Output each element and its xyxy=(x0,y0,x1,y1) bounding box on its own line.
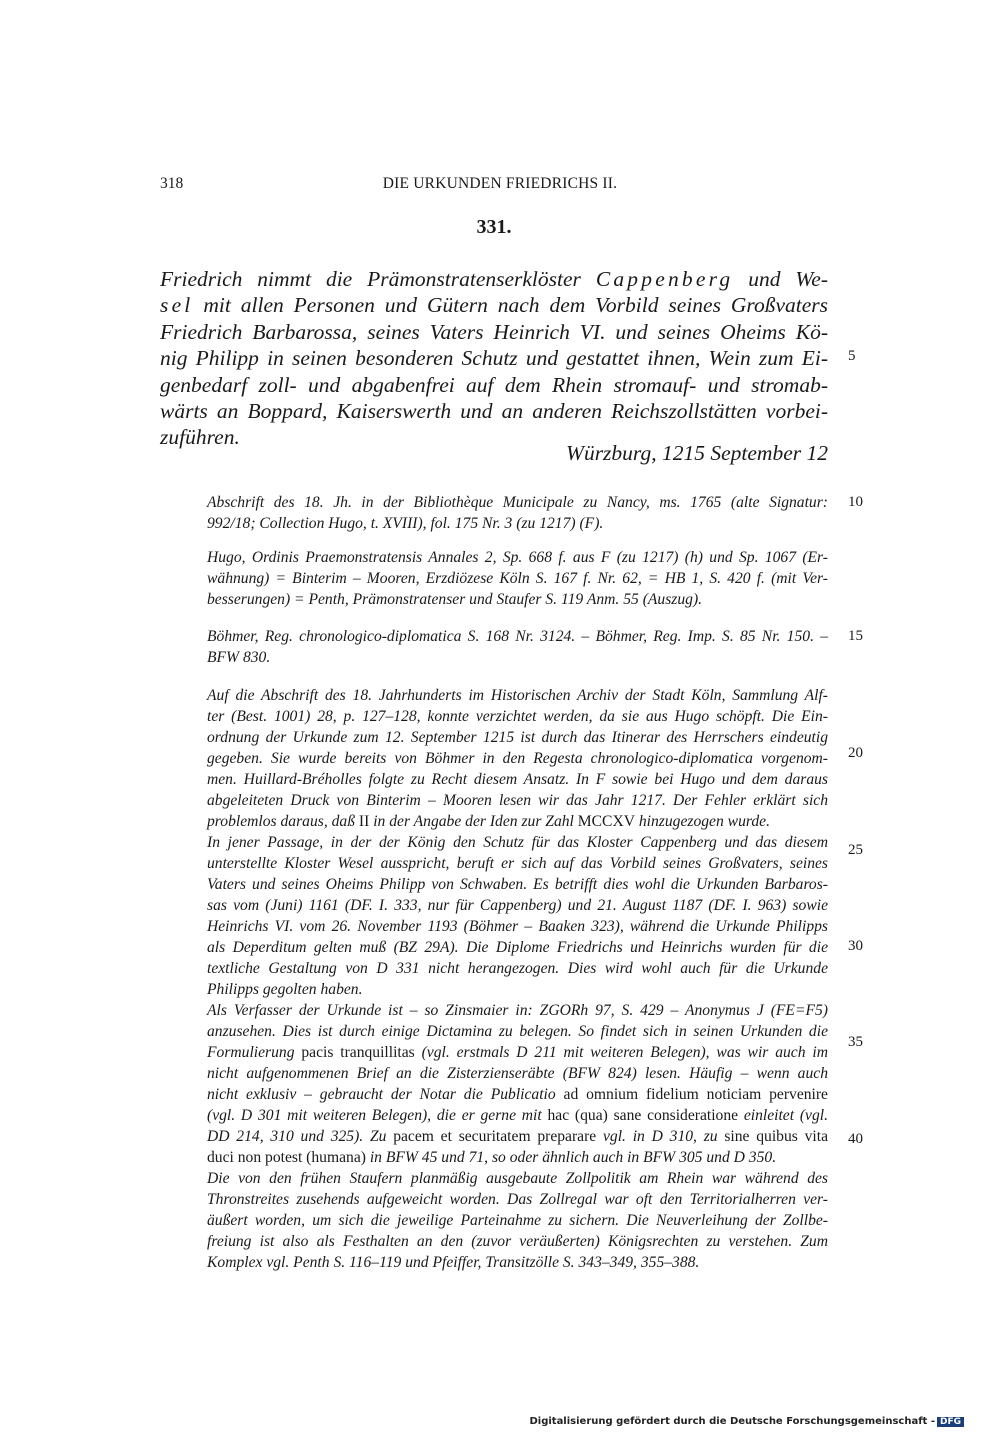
regest-line xyxy=(160,319,828,345)
note-line xyxy=(207,1042,828,1063)
note-text: einleitet (vgl. xyxy=(738,1107,828,1124)
note-line: 992/18; Collection Hugo, t. XVIII), fol. 175 Nr. 3 (zu 1217) (F). xyxy=(207,515,604,532)
regest-line xyxy=(160,292,828,318)
note-line: gegeben. Sie wurde bereits von Böhmer in den Regesta chronologico-diplomatica vorgenom- xyxy=(207,750,828,767)
regest-text: zuführen. xyxy=(160,425,240,450)
note-line: äußert worden, um sich die jeweilige Parteinahme zu sichern. Die Neuverleihung der Zollbe- xyxy=(207,1212,828,1229)
note-text: DD 214, 310 und 325). Zu xyxy=(207,1128,394,1145)
regest-text: nig Philipp in seinen besonderen Schutz und gestattet ihnen, Wein zum Ei- xyxy=(160,346,828,371)
note-text: vgl. in D 310, zu xyxy=(596,1128,725,1145)
note-line xyxy=(207,1126,828,1147)
note-line: In jener Passage, in der der König den Schutz für das Kloster Cappenberg und das diesem xyxy=(207,834,828,851)
margin-line-number: 20 xyxy=(848,745,863,761)
note-line: Auf die Abschrift des 18. Jahrhunderts im Historischen Archiv der Stadt Köln, Sammlung Alf- xyxy=(207,687,828,704)
quoted-latin: ad omnium fidelium noticiam pervenire xyxy=(563,1086,828,1103)
note-line: Böhmer, Reg. chronologico-diplomatica S. 168 Nr. 3124. – Böhmer, Reg. Imp. S. 85 Nr. 150. – xyxy=(207,628,828,645)
regest-text: genbedarf zoll- und abgabenfrei auf dem Rhein stromauf- und stromab- xyxy=(160,372,828,397)
note-line xyxy=(207,1147,828,1168)
note-text: in der Angabe der Iden zur Zahl xyxy=(369,813,578,830)
note-line xyxy=(207,811,828,832)
note-text: (vgl. D 301 mit weiteren Belegen), die er gerne mit xyxy=(207,1107,548,1124)
footer-text: Digitalisierung gefördert durch die Deutsche Forschungsgemeinschaft - xyxy=(529,1416,935,1427)
running-title: DIE URKUNDEN FRIEDRICHS II. xyxy=(382,175,618,192)
note-text: problemlos daraus, daß xyxy=(207,813,359,830)
margin-line-number: 5 xyxy=(848,348,856,364)
margin-line-number: 40 xyxy=(848,1131,863,1147)
regest-text: Friedrich nimmt die Prämonstratenserklöster xyxy=(160,267,596,291)
quoted-latin: hac (qua) sane consideratione xyxy=(547,1107,739,1124)
quoted-latin: pacis tranquillitas xyxy=(301,1044,415,1061)
note-line: Vaters und seines Oheims Philipp von Schwaben. Es betrifft dies wohl die Urkunden Barbaros- xyxy=(207,876,828,893)
dfg-logo: DFG xyxy=(937,1417,964,1427)
note-line: Als Verfasser der Urkunde ist – so Zinsmaier in: ZGORh 97, S. 429 – Anonymus J (FE=F5) xyxy=(207,1002,828,1019)
place-name: Cappenberg xyxy=(595,267,734,291)
document-number: 331. xyxy=(476,216,512,238)
note-line: wähnung) = Binterim – Mooren, Erzdiözese Köln S. 167 f. Nr. 62, = HB 1, S. 420 f. (mit Ver- xyxy=(207,570,828,587)
margin-line-number: 10 xyxy=(848,494,863,510)
note-line xyxy=(207,1105,828,1126)
quoted-latin: MCCXV xyxy=(577,813,635,830)
margin-line-number: 35 xyxy=(848,1034,863,1050)
quoted-latin: duci non potest (humana) xyxy=(207,1149,366,1166)
note-paragraph xyxy=(207,547,828,610)
regest-line xyxy=(160,266,828,292)
note-line: ordnung der Urkunde zum 12. September 1215 ist durch das Itinerar des Herrschers eindeutig xyxy=(207,729,828,746)
note-paragraph xyxy=(207,492,828,534)
note-text: hinzugezogen wurde. xyxy=(634,813,770,830)
note-line: als Deperditum gelten muß (BZ 29A). Die Diplome Friedrichs und Heinrichs wurden für die xyxy=(207,939,828,956)
note-text: in BFW 45 und 71, so oder ähnlich auch in BFW 305 und D 350. xyxy=(365,1149,777,1166)
note-line: Philipps gegolten haben. xyxy=(207,981,363,998)
note-line: sas vom (Juni) 1161 (DF. I. 333, nur für Cappenberg) und 21. August 1187 (DF. I. 963) sowie xyxy=(207,897,828,914)
note-line: freiung ist also als Festhalten an den (zuvor veräußerten) Königsrechten zu verstehen. Zum xyxy=(207,1233,828,1250)
note-line: men. Huillard-Bréholles folgte zu Recht diesem Ansatz. In F sowie bei Hugo und dem daraus xyxy=(207,771,828,788)
dateline: Würzburg, 1215 September 12 xyxy=(566,441,828,465)
note-paragraph xyxy=(207,626,828,668)
quoted-latin: sine quibus vita xyxy=(724,1128,829,1145)
note-line xyxy=(207,1084,828,1105)
note-text: nicht exklusiv – gebraucht der Notar die Publicatio xyxy=(207,1086,564,1103)
regest-text: Friedrich Barbarossa, seines Vaters Heinrich VI. und seines Oheims Kö- xyxy=(160,319,828,344)
note-text: Formulierung xyxy=(207,1044,302,1061)
note-paragraph xyxy=(207,685,828,1273)
note-line: Heinrichs VI. vom 26. November 1193 (Böhmer – Baaken 323), während die Urkunde Philipps xyxy=(207,918,828,935)
note-line: nicht aufgenommenen Brief an die Zisterzienseräbte (BFW 824) lesen. Häufig – wenn auch xyxy=(207,1065,828,1082)
regest-line xyxy=(160,345,828,371)
margin-line-number: 25 xyxy=(848,842,863,858)
note-line: ter (Best. 1001) 28, p. 127–128, konnte verzichtet werden, da sie aus Hugo schöpft. Die Ein- xyxy=(207,708,828,725)
note-line: unterstellte Kloster Wesel ausspricht, beruft er sich auf das Vorbild seines Großvaters, seines xyxy=(207,855,828,872)
regest-text: und We- xyxy=(733,267,828,291)
regest-line xyxy=(160,372,828,398)
quoted-latin: II xyxy=(358,813,370,830)
page-number: 318 xyxy=(160,175,184,192)
note-line: anzusehen. Dies ist durch einige Dictamina zu belegen. So findet sich in seinen Urkunden die xyxy=(207,1023,828,1040)
regest-summary xyxy=(160,266,828,451)
note-line: Abschrift des 18. Jh. in der Bibliothèque Municipale zu Nancy, ms. 1765 (alte Signatur: xyxy=(207,494,828,511)
note-line: abgeleiteten Druck von Binterim – Mooren lesen wir das Jahr 1217. Der Fehler erklärt sich xyxy=(207,792,828,809)
regest-line xyxy=(160,398,828,424)
note-line: Die von den frühen Staufern planmäßig ausgebaute Zollpolitik am Rhein war während des xyxy=(207,1170,828,1187)
dfg-footer xyxy=(529,1416,964,1427)
margin-line-number: 15 xyxy=(848,628,863,644)
margin-line-number: 30 xyxy=(848,938,863,954)
place-name: sel xyxy=(160,293,194,318)
note-line: Hugo, Ordinis Praemonstratensis Annales 2, Sp. 668 f. aus F (zu 1217) (h) und Sp. 1067 (Er- xyxy=(207,549,828,566)
note-line: textliche Gestaltung von D 331 nicht herangezogen. Dies wird wohl auch für die Urkunde xyxy=(207,960,828,977)
note-line: Thronstreites zusehends aufgeweicht worden. Das Zollregal war oft den Territorialherren ver- xyxy=(207,1191,828,1208)
regest-text: wärts an Boppard, Kaiserswerth und an anderen Reichszollstätten vorbei- xyxy=(160,399,828,424)
note-line: BFW 830. xyxy=(207,649,271,666)
quoted-latin: pacem et securitatem preparare xyxy=(393,1128,597,1145)
note-line: Komplex vgl. Penth S. 116–119 und Pfeiffer, Transitzölle S. 343–349, 355–388. xyxy=(207,1254,700,1271)
note-line: besserungen) = Penth, Prämonstratenser und Staufer S. 119 Anm. 55 (Auszug). xyxy=(207,591,703,608)
regest-text: mit allen Personen und Gütern nach dem Vorbild seines Großvaters xyxy=(193,293,828,318)
note-text: (vgl. erstmals D 211 mit weiteren Belegen), was wir auch im xyxy=(414,1044,828,1061)
